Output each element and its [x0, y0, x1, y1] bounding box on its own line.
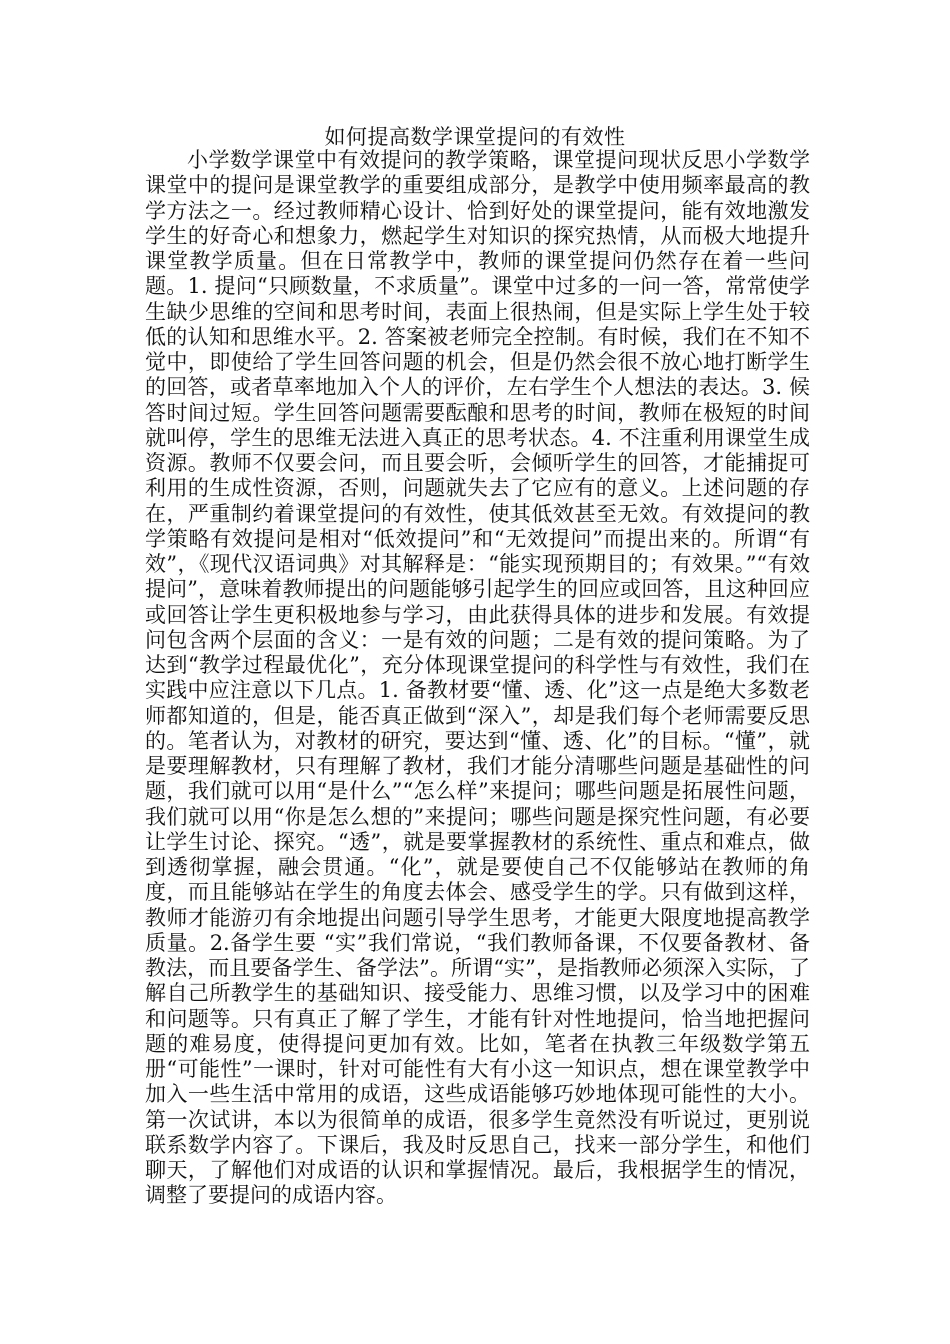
- document-title: 如何提高数学课堂提问的有效性: [324, 125, 626, 149]
- document-body-paragraph: 小学数学课堂中有效提问的教学策略，课堂提问现状反思小学数学课堂中的提问是课堂教学的重要组成部分，是教学中使用频率最高的教学方法之一。经过教师精心设计、恰到好处的课堂提问，能有效地激发学生的好奇心和想象力，燃起学生对知识的探究热情，从而极大地提升课堂教学质量。但在日常教学中，教师的课堂提问仍然存在着一些问题。1. 提问“只顾数量，不求质量”。课堂中过多的一问一答，常常使学生缺少思维的空间和思考时间，表面上很热闹，但是实际上学生处于较低的认知和思维水平。2. 答案被老师完全控制。有时候，我们在不知不觉中，即使给了学生回答问题的机会，但是仍然会很不放心地打断学生的回答，或者草率地加入个人的评价，左右学生个人想法的表达。3. 候答时间过短。学生回答问题需要酝酿和思考的时间，教师在极短的时间就叫停，学生的思维无法进入真正的思考状态。4. 不注重利用课堂生成资源。教师不仅要会问，而且要会听，会倾听学生的回答，才能捕捉可利用的生成性资源，否则，问题就失去了它应有的意义。上述问题的存在，严重制约着课堂提问的有效性，使其低效甚至无效。有效提问的教学策略有效提问是相对“低效提问”和“无效提问”而提出来的。所谓“有效”，《现代汉语词典》对其解释是：“能实现预期目的；有效果。”“有效提问”，意味着教师提出的问题能够引起学生的回应或回答，且这种回应或回答让学生更积极地参与学习，由此获得具体的进步和发展。有效提问包含两个层面的含义：一是有效的问题；二是有效的提问策略。为了达到“教学过程最优化”，充分体现课堂提问的科学性与有效性，我们在实践中应注意以下几点。1. 备教材要“懂、透、化”这一点是绝大多数老师都知道的，但是，能否真正做到“深入”，却是我们每个老师需要反思的。笔者认为，对教材的研究，要达到“懂、透、化”的目标。“懂”，就是要理解教材，只有理解了教材，我们才能分清哪些问题是基础性的问题，我们就可以用“是什么”“怎么样”来提问；哪些问题是拓展性问题，我们就可以用“你是怎么想的”来提问；哪些问题是探究性问题，有必要让学生讨论、探究。“透”，就是要掌握教材的系统性、重点和难点，做到透彻掌握，融会贯通。“化”，就是要使自己不仅能够站在教师的角度，而且能够站在学生的角度去体会、感受学生的学。只有做到这样，教师才能游刃有余地提出问题引导学生思考，才能更大限度地提高教学质量。2.备学生要 “实”我们常说，“我们教师备课，不仅要备教材、备教法，而且要备学生、备学法”。所谓“实”，是指教师必须深入实际，了解自己所教学生的基础知识、接受能力、思维习惯，以及学习中的困难和问题等。只有真正了解了学生，才能有针对性地提问，恰当地把握问题的难易度，使得提问更加有效。比如，笔者在执教三年级数学第五册“可能性”一课时，针对可能性有大有小这一知识点，想在课堂教学中加入一些生活中常用的成语，这些成语能够巧妙地体现可能性的大小。第一次试讲，本以为很简单的成语，很多学生竟然没有听说过，更别说联系数学内容了。下课后，我及时反思自己，找来一部分学生，和他们聊天，了解他们对成语的认识和掌握情况。最后，我根据学生的情况，调整了要提问的成语内容。: [145, 148, 810, 1208]
